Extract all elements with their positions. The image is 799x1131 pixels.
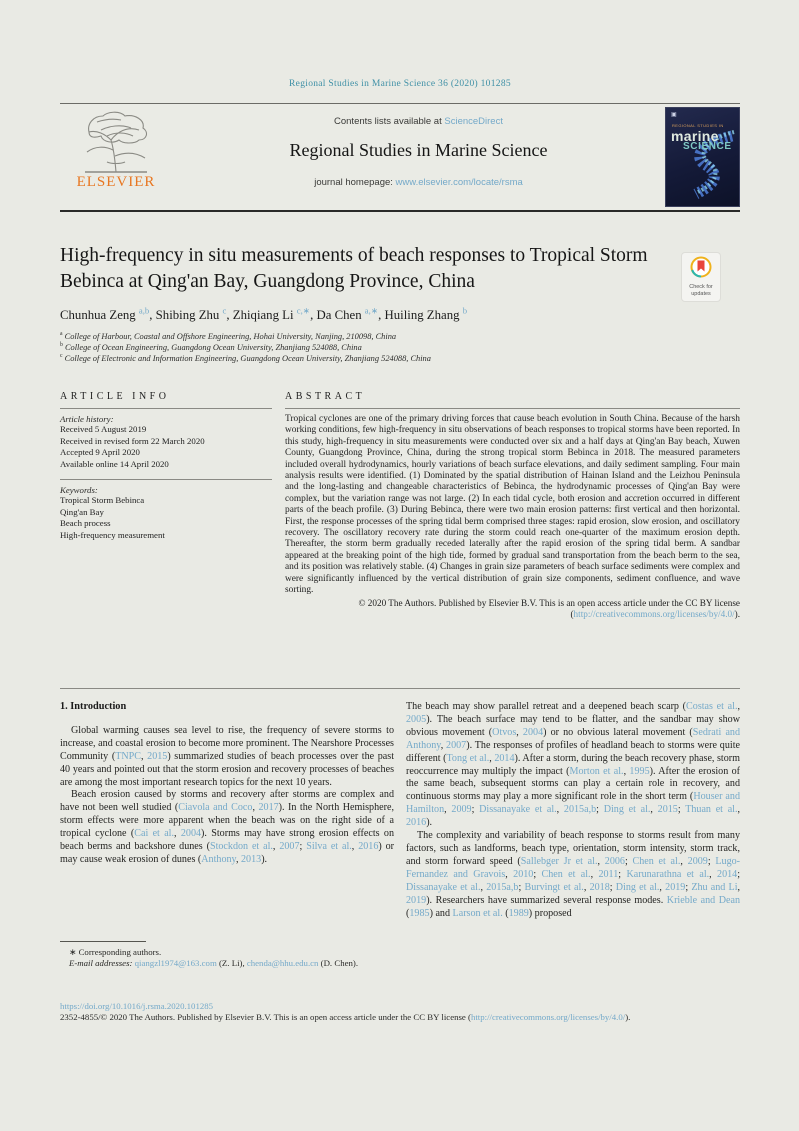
keyword-item: Beach process	[60, 518, 111, 528]
link[interactable]: Karunarathna et al.	[626, 868, 710, 880]
contents-lists-line: Contents lists available at ScienceDirect	[334, 116, 503, 127]
cover-title-line1: marine	[671, 128, 719, 144]
journal-title: Regional Studies in Marine Science	[289, 140, 548, 160]
link[interactable]: 2017	[258, 802, 279, 814]
elsevier-tree-icon	[60, 110, 172, 176]
link[interactable]: Sedrati and Anthony	[406, 726, 741, 751]
left-column	[60, 701, 394, 920]
body-paragraph: The beach may show parallel retreat and a deepened beach scarp (Costas et al., 2005). The beach surface may tend to be flatter, and the sandbar may show obvious movement (Otvos, 2004) or no obvious lateral movement (Sedrati and Anthony, 2007). The responses of profiles of headland beach to storms were quite different (Tong et al., 2014). After a storm, during the beach recovery phase, storm reoccurrence may multiply the impact (Morton et al., 1995). After the erosion of the same beach, subsequent storms can play a certain role in recovery, and continuous storms may play a more significant role in the short term (Houser and Hamilton, 2009; Dissanayake et al., 2015a,b; Ding et al., 2015; Thuan et al., 2016).	[406, 701, 741, 829]
link[interactable]: 2005	[406, 713, 427, 725]
link[interactable]: 2016	[406, 817, 427, 829]
link[interactable]: Anthony	[201, 853, 236, 865]
abstract-license-link: (http://creativecommons.org/licenses/by/4.0/).	[570, 608, 740, 619]
link[interactable]: 2019	[665, 881, 686, 893]
link[interactable]: qiangzl1974@163.com	[134, 958, 217, 968]
link[interactable]: 2015	[657, 804, 678, 816]
link[interactable]: Ding et al.	[603, 804, 651, 816]
link[interactable]: 2004	[522, 726, 544, 738]
link[interactable]: Lugo-Fernandez and Gravois	[406, 855, 741, 880]
doi-link[interactable]: https://doi.org/10.1016/j.rsma.2020.101285	[60, 1001, 214, 1011]
affiliation-b: $^b$ College of Ocean Engineering, Guangdong Ocean University, Zhanjiang 524088, China	[60, 342, 362, 352]
link[interactable]: Silva et al.	[306, 841, 352, 853]
article-info-column	[60, 391, 272, 619]
link[interactable]: 2010	[513, 868, 534, 880]
link[interactable]: 1985	[409, 907, 430, 919]
link[interactable]: http://creativecommons.org/licenses/by/4.0/	[573, 608, 735, 619]
divider	[285, 408, 740, 409]
link[interactable]: Dissanayake et al.	[479, 804, 557, 816]
footnote-block	[60, 941, 400, 969]
elsevier-wordmark: ELSEVIER	[76, 174, 156, 190]
running-head-citation: Regional Studies in Marine Science 36 (2020) 101285	[289, 79, 511, 89]
history-item: Received in revised form 22 March 2020	[60, 435, 205, 446]
affiliation-c: $^c$ College of Electronic and Information Engineering, Guangdong Ocean University, Zhanjiang 524088, China	[60, 353, 431, 363]
link[interactable]: 2015	[147, 750, 168, 762]
link[interactable]: Larson et al.	[452, 907, 503, 919]
cover-title-line2: SCIENCE	[683, 141, 732, 152]
history-item: Accepted 9 April 2020	[60, 447, 140, 457]
link[interactable]: a,b	[138, 305, 150, 316]
divider	[60, 408, 272, 409]
link[interactable]: Burvingt et al.	[524, 881, 584, 893]
link[interactable]: 2015a,b	[486, 881, 519, 893]
masthead-center	[172, 104, 665, 210]
body-paragraph: Beach erosion caused by storms and recovery after storms are complex and have not been well studied (Ciavola and Coco, 2017). In the North Hemisphere, storm effects were more apparent when the beach was on the right side of a tropical cyclone (Cai et al., 2004). Storms may have strong erosion effects on beach berms and backshore dunes (Stockdon et al., 2007; Silva et al., 2016) or may cause weak erosion of dunes (Anthony, 2013).	[60, 789, 395, 865]
check-for-updates-icon	[690, 265, 712, 282]
link[interactable]: 2015a,b	[563, 804, 597, 816]
abstract-text: Tropical cyclones are one of the primary driving forces that cause beach evolution in South China. Because of the harsh working conditions, few high-frequency in situ observations of beach responses to tropical storms have been reported. In this study, high-frequency in situ measurements were conducted over six and a half days at Qing'an Bay beach, Xuwen County, Guangdong Province, China, during the strong tropical storm Bebinca in 2018. The measured parameters included overall hydrodynamics, hourly variations of beach surface elevations, and daily sediment sampling. Four main analysis results were identified. (1) Dominated by the spatial distribution of Hainan Island and the Leizhou Peninsula and the long-lasting and changeable characteristics of Bebinca, the hydrodynamic processes of Qing'an Bay were complex, but the variation range was not large. (2) In each tidal cycle, both erosion and accretion occurred in different parts of the beach profile. (3) During Bebinca, there were two main erosion patterns: first vertical and then horizontal. First, the response processes of the spring tidal berm comprised three stages: rapid erosion, slow erosion, and oscillatory recovery. The oscillatory recovery rate during the storm could reach one-quarter of the maximum erosion depth. Thereafter, the storm berm gradually receded laterally after the rapid erosion of the spring tidal berm. A sandbar appeared at the breaking point of the high tide, formed by gradual sand transportation from the beach berm to the sea, and its position was relatively stable. (4) Changes in grain size parameters of beach surface sediments were complex and were significantly influenced by the vertical distribution of grain size components, sediment confluence, and wave sorting.	[285, 414, 740, 596]
link[interactable]: 2018	[589, 881, 610, 893]
link[interactable]: Cai et al.	[134, 828, 174, 840]
keyword-item: Tropical Storm Bebinca	[60, 495, 145, 505]
elsevier-logo[interactable]	[60, 104, 172, 210]
link[interactable]: 2007	[279, 841, 300, 853]
link[interactable]: c	[222, 305, 227, 316]
keyword-item: High-frequency measurement	[60, 529, 165, 540]
link[interactable]: 2014	[494, 752, 515, 764]
link[interactable]: 2006	[604, 855, 625, 867]
info-abstract-block	[60, 391, 740, 619]
link[interactable]: 2007	[446, 739, 467, 751]
body-columns	[60, 701, 740, 920]
page-footer	[60, 1001, 750, 1022]
link[interactable]: a,∗	[364, 305, 379, 316]
footnote-divider	[60, 941, 146, 942]
link[interactable]: 2013	[241, 853, 262, 865]
abstract-column	[285, 391, 740, 619]
link[interactable]: 2014	[717, 868, 738, 880]
link[interactable]: Chen et al.	[541, 868, 591, 880]
link[interactable]: 2004	[180, 828, 202, 840]
introduction-heading: 1. Introduction	[60, 701, 127, 712]
link[interactable]: http://creativecommons.org/licenses/by/4.0/	[470, 1011, 626, 1022]
journal-homepage-line: journal homepage: www.elsevier.com/locate/rsma	[314, 177, 523, 188]
divider	[60, 479, 272, 480]
corresponding-authors-note: ∗ Corresponding authors.	[69, 947, 162, 957]
link[interactable]: Sallebger Jr et al.	[520, 855, 598, 867]
section-divider	[60, 688, 740, 689]
article-history-label: Article history:	[60, 414, 114, 424]
check-for-updates-badge[interactable]	[681, 252, 721, 302]
cover-publisher-mark: ▣	[671, 112, 677, 118]
affiliations	[60, 331, 680, 364]
history-item: Received 5 August 2019	[60, 424, 147, 434]
journal-masthead	[60, 103, 740, 212]
keyword-item: Qing'an Bay	[60, 506, 104, 517]
link[interactable]: b	[462, 305, 468, 316]
link[interactable]: 1995	[629, 765, 650, 777]
right-column	[406, 701, 740, 920]
link[interactable]: Zhu and Li	[691, 881, 738, 893]
abstract-copyright: © 2020 The Authors. Published by Elsevier B.V. This is an open access article under the CC BY license	[358, 597, 740, 608]
link[interactable]: Stockdon et al.	[209, 841, 273, 853]
link[interactable]: Ciavola and Coco	[178, 802, 253, 814]
link[interactable]: Costas et al.	[686, 701, 738, 712]
link[interactable]: Chen et al.	[632, 855, 681, 867]
link[interactable]: www.elsevier.com/locate/rsma	[395, 177, 523, 188]
link[interactable]: Tong et al.	[446, 752, 490, 764]
link[interactable]: Houser and Hamilton	[406, 791, 741, 816]
link[interactable]: Ding et al.	[615, 881, 660, 893]
article-info-heading: ARTICLE INFO	[60, 391, 170, 402]
link[interactable]: c,∗	[296, 305, 311, 316]
issn-copyright-line: 2352-4855/© 2020 The Authors. Published by Elsevier B.V. This is an open access article under the CC BY license (http://creativecommons.org/licenses/by/4.0/).	[60, 1011, 631, 1022]
history-item: Available online 14 April 2020	[60, 458, 169, 469]
keywords-label: Keywords:	[60, 485, 98, 495]
link[interactable]: ScienceDirect	[444, 116, 503, 127]
link[interactable]: Otvos	[492, 726, 517, 738]
link[interactable]: TNPC	[115, 750, 142, 762]
link[interactable]: 2019	[406, 894, 427, 906]
abstract-heading: ABSTRACT	[285, 391, 366, 402]
body-paragraph: The complexity and variability of beach response to storms result from many factors, such as landforms, beach type, orientation, storm intensity, storm track, and storm forward speed (Sallebger Jr et al., 2006; Chen et al., 2009; Lugo-Fernandez and Gravois, 2010; Chen et al., 2011; Karunarathna et al., 2014; Dissanayake et al., 2015a,b; Burvingt et al., 2018; Ding et al., 2019; Zhu and Li, 2019). Researchers have summarized several response modes. Krieble and Dean (1985) and Larson et al. (1989) proposed	[406, 830, 741, 919]
link[interactable]: chenda@hhu.edu.cn	[246, 958, 319, 968]
cover-kicker-text: REGIONAL STUDIES IN	[672, 123, 724, 128]
body-paragraph: Global warming causes sea level to rise, the frequency of severe storms to increase, and coastal erosion to become more prominent. The Nearshore Processes Community (TNPC, 2015) summarized studies of beach processes over the past 40 years and pointed out that the storm erosion and recovery processes of beaches are among the most important research topics for the next 10 years.	[60, 724, 394, 788]
link[interactable]: 2009	[451, 804, 472, 816]
link[interactable]: Thuan et al.	[685, 804, 738, 816]
link[interactable]: 1989	[508, 907, 529, 919]
email-addresses-line: E-mail addresses: qiangzl1974@163.com (Z. Li), chenda@hhu.edu.cn (D. Chen).	[69, 958, 359, 968]
article-title: High-frequency in situ measurements of beach responses to Tropical Storm Bebinca at Qing'an Bay, Guangdong Province, China	[60, 245, 648, 292]
link[interactable]: 2011	[598, 868, 619, 880]
link[interactable]: Morton et al.	[569, 765, 624, 777]
link[interactable]: 2016	[358, 841, 379, 853]
link[interactable]: Krieble and Dean	[666, 894, 740, 906]
link[interactable]: Dissanayake et al.	[406, 881, 481, 893]
affiliation-a: $^a$ College of Harbour, Coastal and Offshore Engineering, Hohai University, Nanjing, 210098, China	[60, 331, 397, 341]
author-list: Chunhua Zeng $^{a,b}$, Shibing Zhu $^c$, Zhiqiang Li $^{c,∗}$, Da Chen $^{a,∗}$, Huiling Zhang $^b$	[60, 305, 468, 322]
link[interactable]: 2009	[687, 855, 708, 867]
journal-cover-thumbnail[interactable]	[665, 107, 740, 207]
check-for-updates-label: Check for updates	[689, 284, 713, 297]
